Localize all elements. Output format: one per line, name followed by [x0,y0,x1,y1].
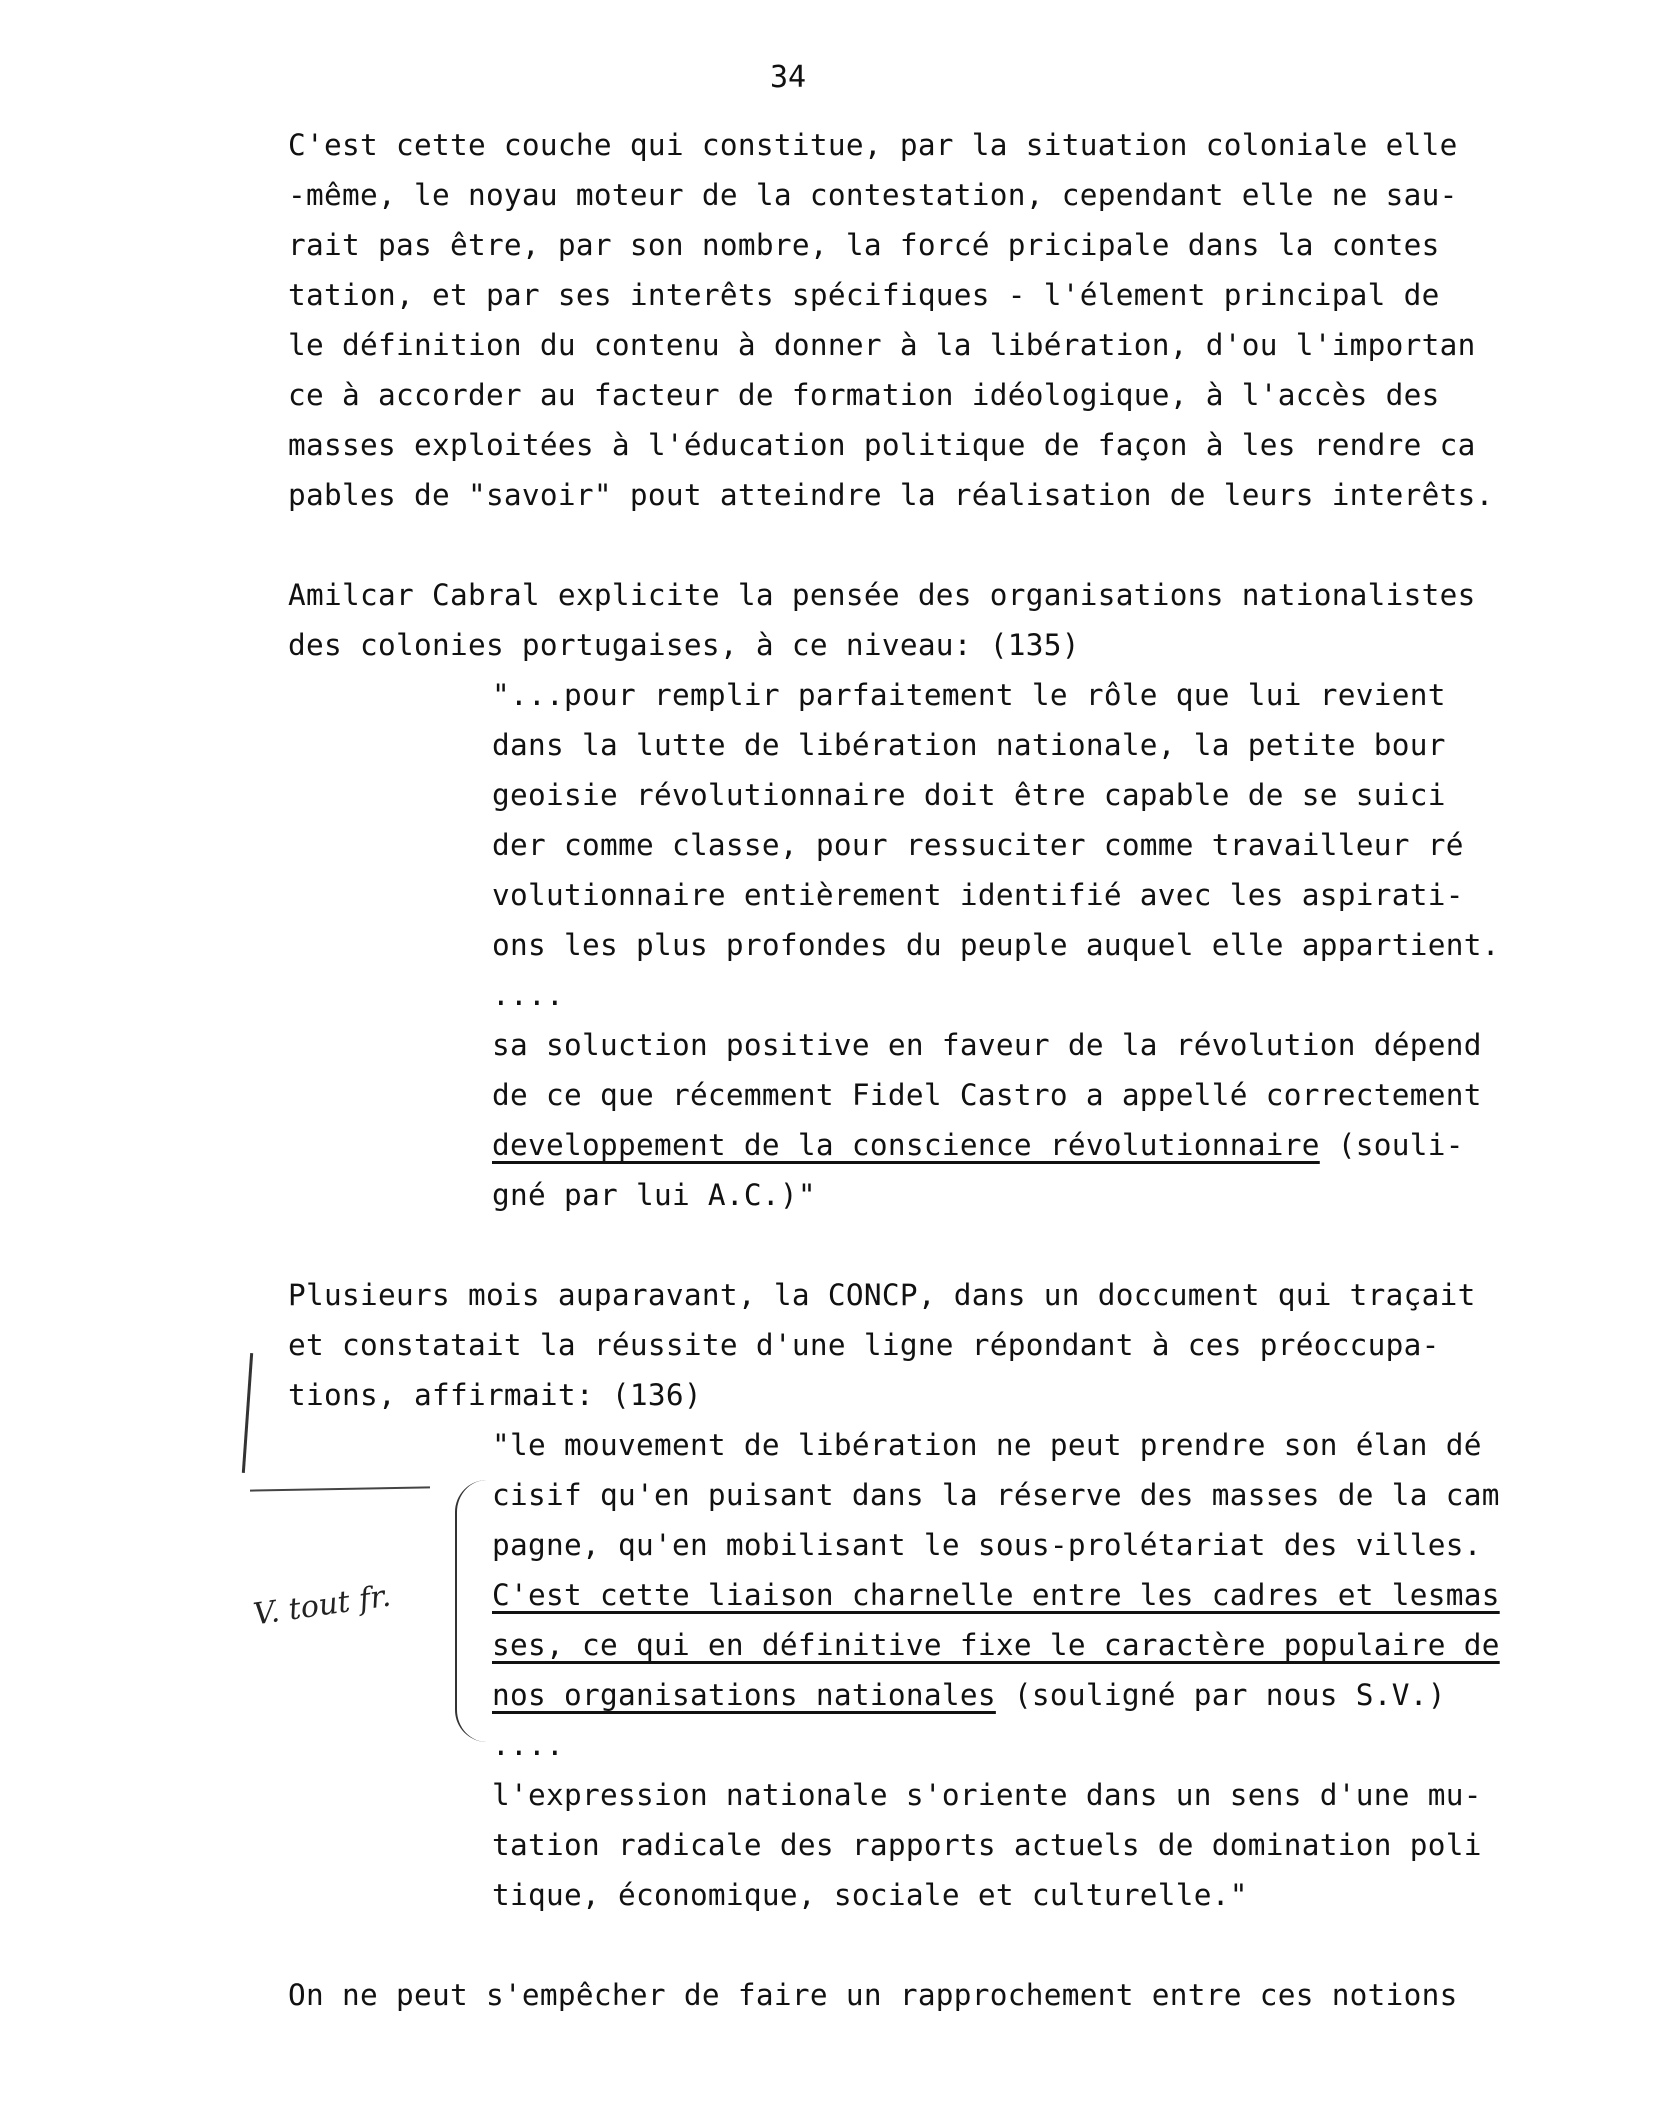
underlined-quote-line: C'est cette liaison charnelle entre les cadres et lesmas [492,1578,1500,1612]
paragraph-line: Plusieurs mois auparavant, la CONCP, dans un doccument qui traçait [288,1278,1476,1312]
quote-line: "...pour remplir parfaitement le rôle que lui revient [492,678,1446,712]
quote-line: tique, économique, sociale et culturelle." [492,1878,1248,1912]
quote-line: "le mouvement de libération ne peut prendre son élan dé [492,1428,1482,1462]
quote-line: volutionnaire entièrement identifié avec les aspirati- [492,878,1464,912]
quote-line: l'expression nationale s'oriente dans un sens d'une mu- [492,1778,1482,1812]
quote-line: tation radicale des rapports actuels de domination poli [492,1828,1482,1862]
margin-horizontal-mark [250,1486,430,1491]
paragraph-line: et constatait la réussite d'une ligne répondant à ces préoccupa- [288,1328,1440,1362]
paragraph-line: des colonies portugaises, à ce niveau: (135) [288,628,1080,662]
page-number: 34 [770,60,807,95]
margin-bracket-mark [455,1480,487,1742]
quote-line: sa soluction positive en faveur de la révolution dépend [492,1028,1482,1062]
underline-note: (souli- [1319,1128,1464,1162]
closing-line: On ne peut s'empêcher de faire un rapprochement entre ces notions [288,1978,1458,2012]
quote-line: geoisie révolutionnaire doit être capable de se suici [492,778,1446,812]
underlined-quote-line: ses, ce qui en définitive fixe le caractère populaire de [492,1628,1500,1662]
underlined-phrase: nos organisations nationales [492,1678,996,1712]
paragraph-line: ce à accorder au facteur de formation idéologique, à l'accès des [288,378,1440,412]
quote-ellipsis: .... [492,1728,564,1762]
handwritten-margin-note: V. tout fr. [251,1578,393,1633]
paragraph-line: C'est cette couche qui constitue, par la situation coloniale elle [288,128,1458,162]
paragraph-line: -même, le noyau moteur de la contestation, cependant elle ne sau- [288,178,1458,212]
paragraph-line: masses exploitées à l'éducation politique de façon à les rendre ca [288,428,1476,462]
margin-vertical-mark [242,1353,253,1473]
quote-line: gné par lui A.C.)" [492,1178,816,1212]
paragraph-line: pables de "savoir" pout atteindre la réalisation de leurs interêts. [288,478,1494,512]
paragraph-line: tation, et par ses interêts spécifiques - l'élement principal de [288,278,1440,312]
paragraph-line: rait pas être, par son nombre, la forcé pricipale dans la contes [288,228,1440,262]
underlined-phrase: developpement de la conscience révolutionnaire [492,1128,1320,1162]
underline-note: (souligné par nous S.V.) [995,1678,1446,1712]
quote-ellipsis: .... [492,978,564,1012]
quote-line [492,1676,1446,1714]
quote-line: dans la lutte de libération nationale, la petite bour [492,728,1446,762]
quote-line: der comme classe, pour ressuciter comme travailleur ré [492,828,1464,862]
quote-line: de ce que récemment Fidel Castro a appellé correctement [492,1078,1482,1112]
paragraph-line: tions, affirmait: (136) [288,1378,702,1412]
quote-line: cisif qu'en puisant dans la réserve des masses de la cam [492,1478,1500,1512]
quote-line: ons les plus profondes du peuple auquel elle appartient. [492,928,1500,962]
paragraph-line: Amilcar Cabral explicite la pensée des organisations nationalistes [288,578,1476,612]
quote-line [492,1126,1464,1164]
paragraph-line: le définition du contenu à donner à la libération, d'ou l'importan [288,328,1476,362]
quote-line: pagne, qu'en mobilisant le sous-prolétariat des villes. [492,1528,1482,1562]
